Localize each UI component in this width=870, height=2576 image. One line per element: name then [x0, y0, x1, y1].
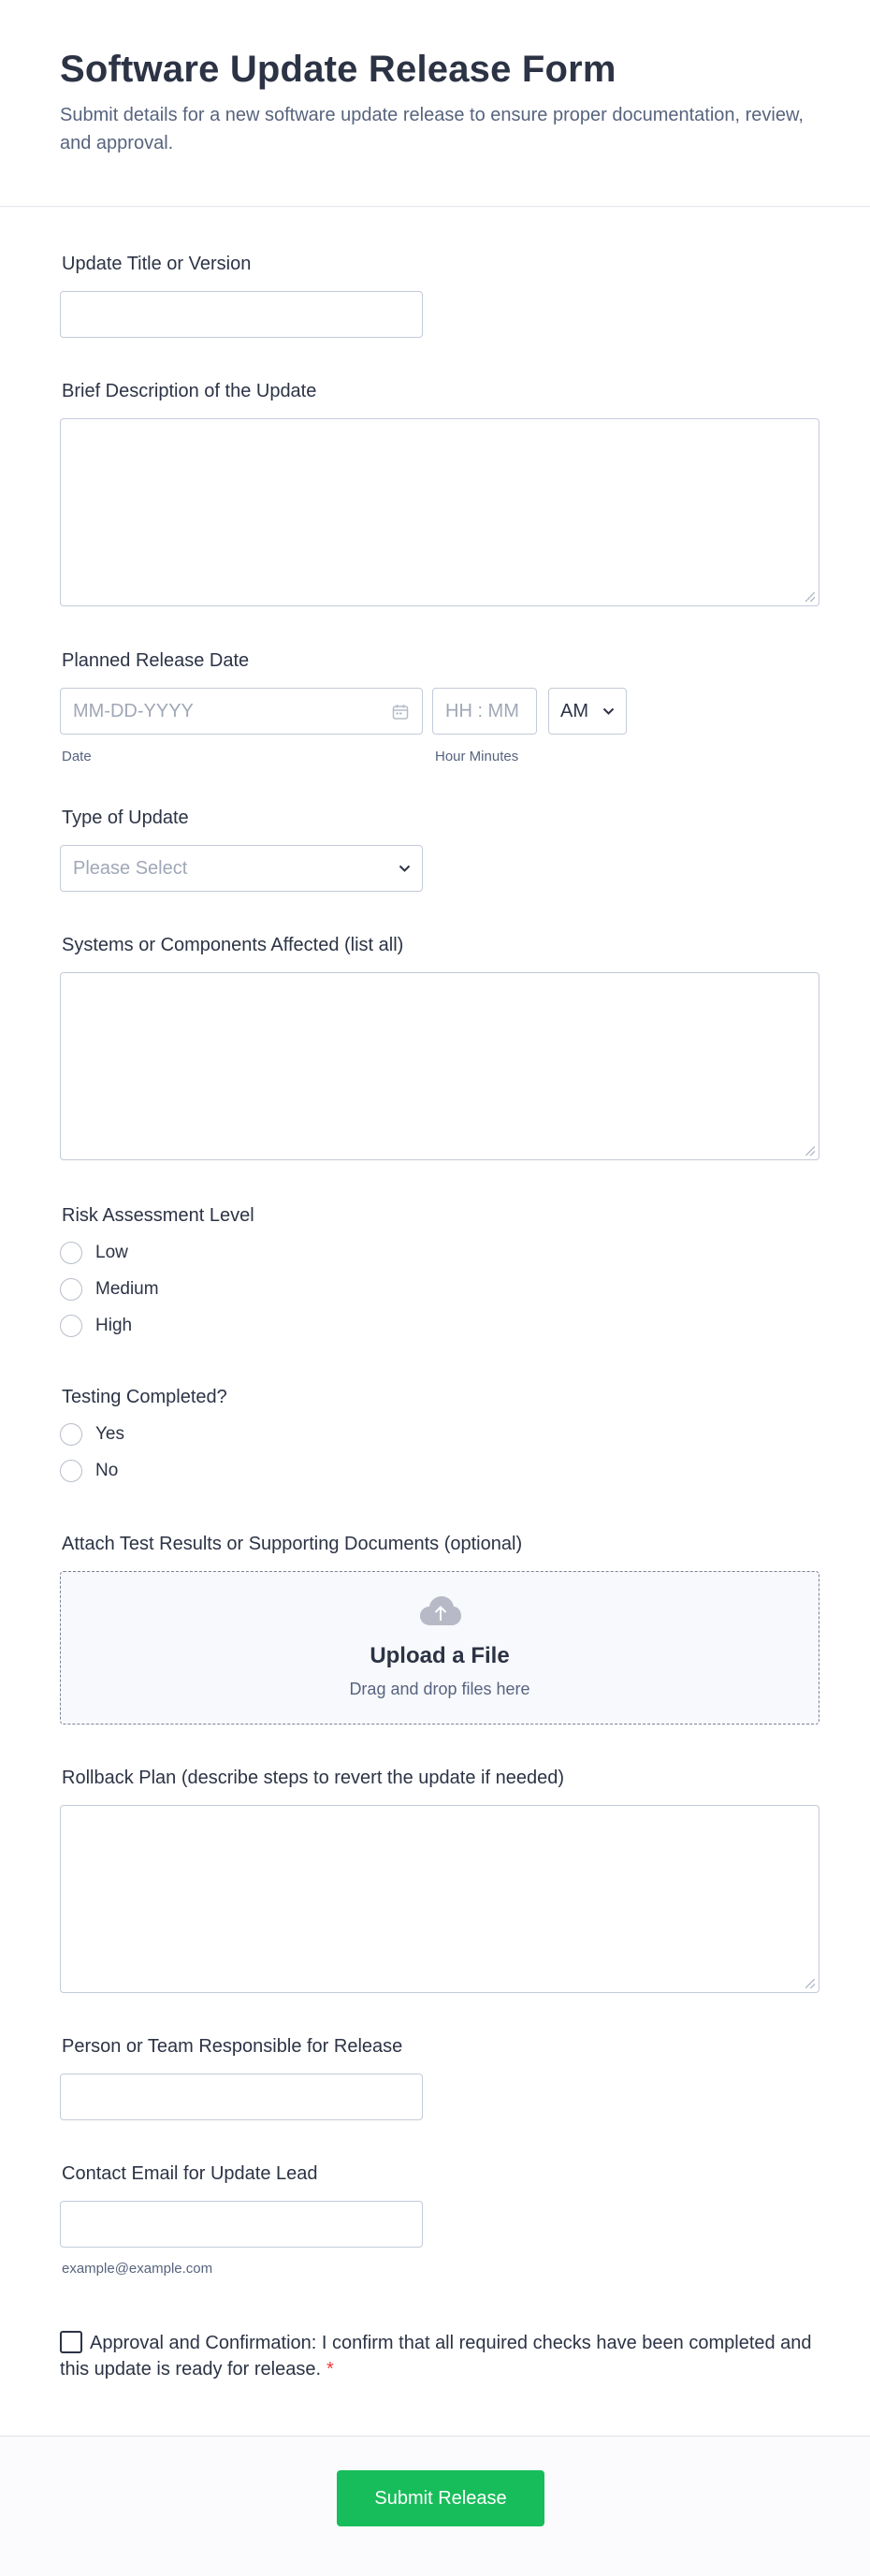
calendar-icon[interactable] — [392, 704, 409, 720]
responsible-label: Person or Team Responsible for Release — [62, 2036, 403, 2057]
chevron-down-icon — [602, 707, 615, 716]
radio-label-high: High — [95, 1316, 133, 1335]
release-date-label: Planned Release Date — [62, 650, 250, 671]
description-textarea[interactable] — [60, 418, 819, 606]
rollback-plan-textarea[interactable] — [60, 1805, 819, 1993]
date-input[interactable] — [60, 688, 423, 735]
radio-circle[interactable] — [60, 1423, 82, 1446]
responsible-input[interactable] — [60, 2074, 423, 2120]
field-responsible — [60, 2035, 819, 2120]
form-subtitle: Submit details for a new software update release to ensure proper documentation, review, and approval. — [60, 105, 804, 153]
update-type-placeholder: Please Select — [73, 858, 188, 879]
radio-no[interactable] — [60, 1460, 819, 1482]
radio-label-no: No — [95, 1461, 119, 1480]
contact-email-sublabel: example@example.com — [62, 2261, 213, 2277]
systems-affected-textarea[interactable] — [60, 972, 819, 1160]
radio-label-medium: Medium — [95, 1279, 159, 1299]
radio-circle[interactable] — [60, 1315, 82, 1337]
testing-completed-label: Testing Completed? — [62, 1387, 227, 1407]
update-title-label: Update Title or Version — [62, 254, 252, 274]
form-footer — [0, 2436, 870, 2576]
radio-low[interactable] — [60, 1242, 819, 1264]
radio-circle[interactable] — [60, 1278, 82, 1301]
attachments-label: Attach Test Results or Supporting Documents (optional) — [62, 1534, 523, 1554]
systems-affected-label: Systems or Components Affected (list all) — [62, 935, 404, 955]
field-risk-level — [60, 1204, 819, 1351]
time-sublabel: Hour Minutes — [435, 749, 519, 764]
ampm-value: AM — [560, 701, 588, 721]
update-type-select[interactable] — [60, 845, 423, 892]
form-title: Software Update Release Form — [60, 49, 616, 90]
submit-button[interactable]: Submit Release — [337, 2470, 544, 2526]
radio-medium[interactable] — [60, 1278, 819, 1301]
resize-handle-icon[interactable] — [805, 592, 815, 602]
field-rollback-plan — [60, 1767, 819, 1993]
field-description — [60, 380, 819, 606]
resize-handle-icon[interactable] — [805, 1979, 815, 1988]
resize-handle-icon[interactable] — [805, 1146, 815, 1156]
approval-checkbox[interactable] — [60, 2331, 82, 2353]
date-placeholder: MM-DD-YYYY — [73, 701, 194, 721]
update-title-input[interactable] — [60, 291, 423, 338]
approval-checkbox-row — [60, 2330, 819, 2382]
upload-title: Upload a File — [370, 1643, 510, 1668]
contact-email-input[interactable] — [60, 2201, 423, 2248]
update-type-label: Type of Update — [62, 808, 189, 828]
field-release-date — [60, 649, 819, 771]
rollback-plan-label: Rollback Plan (describe steps to revert the update if needed) — [62, 1768, 564, 1788]
radio-high[interactable] — [60, 1315, 819, 1337]
radio-yes[interactable] — [60, 1423, 819, 1446]
radio-circle[interactable] — [60, 1242, 82, 1264]
form-header — [0, 0, 870, 207]
cloud-upload-icon — [418, 1594, 463, 1628]
ampm-select[interactable] — [548, 688, 627, 735]
field-testing-completed — [60, 1386, 819, 1496]
chevron-down-icon — [399, 865, 411, 873]
approval-label: Approval and Confirmation: I confirm that all required checks have been completed and this update is ready for release. — [60, 2333, 812, 2380]
risk-level-label: Risk Assessment Level — [62, 1205, 254, 1226]
time-input[interactable] — [432, 688, 537, 735]
description-label: Brief Description of the Update — [62, 381, 317, 401]
required-mark: * — [326, 2359, 334, 2380]
field-systems-affected — [60, 934, 819, 1160]
radio-label-yes: Yes — [95, 1424, 124, 1444]
field-update-type — [60, 807, 819, 892]
contact-email-label: Contact Email for Update Lead — [62, 2163, 318, 2184]
radio-circle[interactable] — [60, 1460, 82, 1482]
radio-label-low: Low — [95, 1243, 128, 1262]
field-attachments — [60, 1533, 819, 1555]
date-sublabel: Date — [62, 749, 92, 764]
upload-hint: Drag and drop files here — [349, 1680, 530, 1698]
file-upload-dropzone[interactable] — [60, 1571, 819, 1725]
field-update-title — [60, 253, 819, 338]
field-contact-email — [60, 2162, 819, 2277]
time-placeholder: HH : MM — [445, 701, 519, 721]
